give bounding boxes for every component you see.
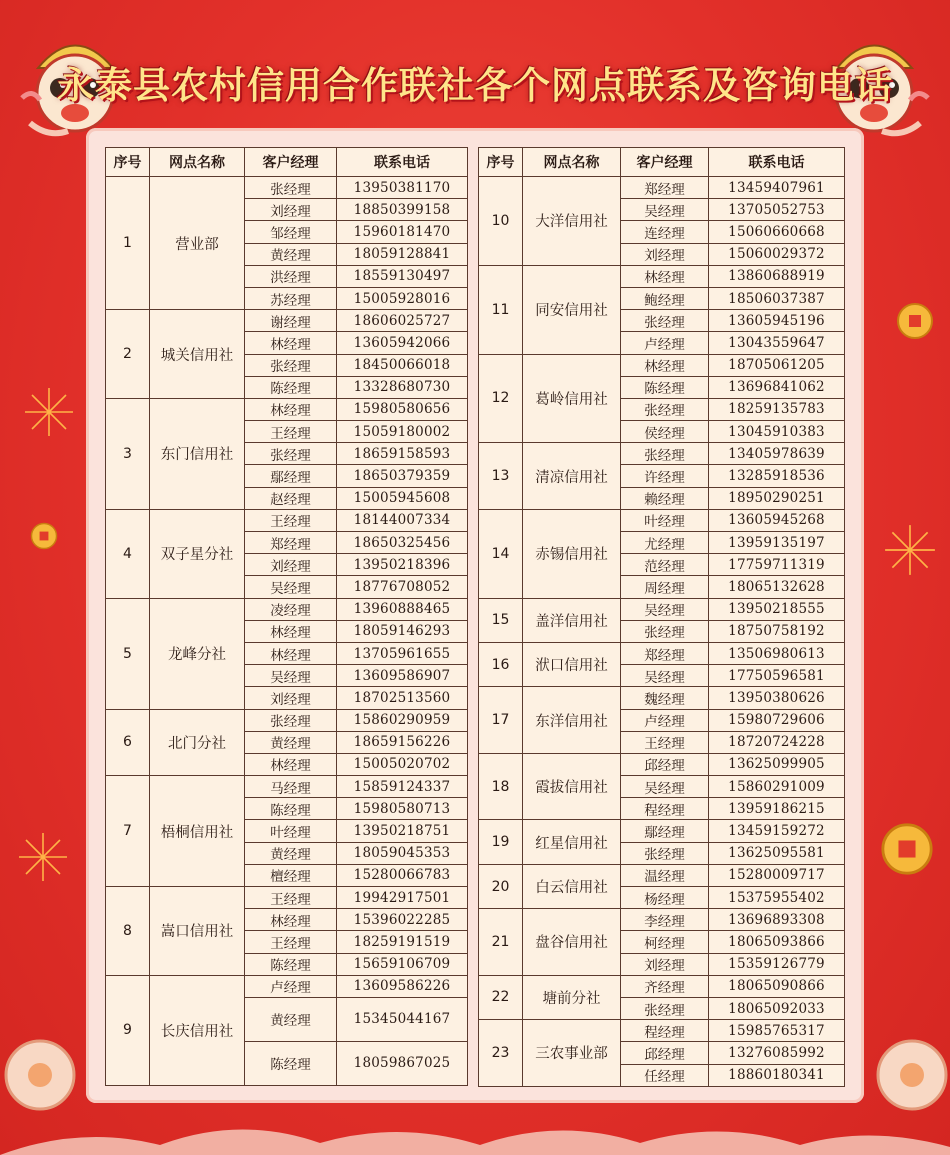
phone-number: 13959135197	[709, 532, 845, 554]
table-row	[106, 509, 468, 531]
manager-name: 刘经理	[621, 953, 709, 975]
phone-number: 15960181470	[337, 221, 468, 243]
manager-name: 周经理	[621, 576, 709, 598]
phone-number: 18065090866	[709, 975, 845, 997]
manager-name: 林经理	[245, 753, 337, 775]
phone-number: 13950380626	[709, 687, 845, 709]
manager-name: 程经理	[621, 798, 709, 820]
page-title: 永泰县农村信用合作联社各个网点联系及咨询电话	[57, 64, 893, 107]
phone-number: 15345044167	[337, 997, 468, 1041]
manager-name: 张经理	[245, 177, 337, 199]
manager-name: 陈经理	[245, 376, 337, 398]
manager-name: 张经理	[621, 310, 709, 332]
manager-name: 黄经理	[245, 731, 337, 753]
phone-number: 13276085992	[709, 1042, 845, 1064]
manager-name: 檀经理	[245, 864, 337, 886]
manager-name: 刘经理	[245, 554, 337, 576]
phone-number: 15980580656	[337, 398, 468, 420]
manager-name: 范经理	[621, 554, 709, 576]
manager-name: 林经理	[245, 398, 337, 420]
manager-name: 刘经理	[245, 199, 337, 221]
manager-name: 王经理	[245, 421, 337, 443]
phone-number: 13625099905	[709, 753, 845, 775]
manager-name: 赖经理	[621, 487, 709, 509]
manager-name: 程经理	[621, 1020, 709, 1042]
branch-name: 三农事业部	[523, 1020, 621, 1087]
manager-name: 齐经理	[621, 975, 709, 997]
firework-icon	[16, 830, 70, 884]
manager-name: 柯经理	[621, 931, 709, 953]
manager-name: 侯经理	[621, 421, 709, 443]
manager-name: 张经理	[245, 354, 337, 376]
phone-number: 13705961655	[337, 642, 468, 664]
coin-icon	[880, 822, 934, 876]
phone-number: 18860180341	[709, 1064, 845, 1086]
phone-number: 18776708052	[337, 576, 468, 598]
row-number: 21	[479, 909, 523, 976]
header-phone: 联系电话	[709, 148, 845, 177]
manager-name: 刘经理	[245, 687, 337, 709]
phone-number: 13696841062	[709, 376, 845, 398]
branch-name: 葛岭信用社	[523, 354, 621, 443]
phone-number: 15375955402	[709, 887, 845, 909]
phone-number: 13506980613	[709, 642, 845, 664]
row-number: 23	[479, 1020, 523, 1087]
phone-number: 15280066783	[337, 864, 468, 886]
phone-number: 15396022285	[337, 909, 468, 931]
contact-table-right	[478, 147, 845, 1087]
phone-number: 18059128841	[337, 243, 468, 265]
manager-name: 鄢经理	[621, 820, 709, 842]
row-number: 18	[479, 753, 523, 820]
manager-name: 郑经理	[621, 177, 709, 199]
table-row	[479, 177, 845, 199]
table-row	[106, 177, 468, 199]
branch-name: 霞拔信用社	[523, 753, 621, 820]
manager-name: 林经理	[621, 354, 709, 376]
phone-number: 13043559647	[709, 332, 845, 354]
manager-name: 尤经理	[621, 532, 709, 554]
phone-number: 13625095581	[709, 842, 845, 864]
manager-name: 黄经理	[245, 997, 337, 1041]
manager-name: 许经理	[621, 465, 709, 487]
manager-name: 叶经理	[245, 820, 337, 842]
table-row	[106, 310, 468, 332]
phone-number: 18065093866	[709, 931, 845, 953]
phone-number: 18650325456	[337, 532, 468, 554]
manager-name: 邱经理	[621, 1042, 709, 1064]
phone-number: 18059867025	[337, 1041, 468, 1085]
manager-name: 张经理	[245, 709, 337, 731]
phone-number: 18065092033	[709, 997, 845, 1019]
header-num: 序号	[479, 148, 523, 177]
manager-name: 林经理	[245, 909, 337, 931]
branch-name: 同安信用社	[523, 265, 621, 354]
phone-number: 13459159272	[709, 820, 845, 842]
phone-number: 13950381170	[337, 177, 468, 199]
phone-number: 19942917501	[337, 887, 468, 909]
phone-number: 13605945268	[709, 509, 845, 531]
manager-name: 苏经理	[245, 287, 337, 309]
manager-name: 郑经理	[621, 642, 709, 664]
row-number: 8	[106, 887, 150, 976]
phone-number: 13045910383	[709, 421, 845, 443]
row-number: 5	[106, 598, 150, 709]
row-number: 12	[479, 354, 523, 443]
manager-name: 吴经理	[621, 665, 709, 687]
phone-number: 15005020702	[337, 753, 468, 775]
manager-name: 林经理	[245, 620, 337, 642]
row-number: 15	[479, 598, 523, 642]
row-number: 7	[106, 776, 150, 887]
branch-name: 双子星分社	[150, 509, 245, 598]
table-row	[479, 354, 845, 376]
phone-number: 13459407961	[709, 177, 845, 199]
manager-name: 林经理	[245, 332, 337, 354]
cloud-pattern	[0, 1105, 950, 1155]
phone-number: 13609586226	[337, 975, 468, 997]
firework-icon	[882, 522, 938, 578]
branch-name: 东洋信用社	[523, 687, 621, 754]
table-row	[106, 776, 468, 798]
manager-name: 魏经理	[621, 687, 709, 709]
branch-name: 龙峰分社	[150, 598, 245, 709]
phone-number: 15059180002	[337, 421, 468, 443]
manager-name: 刘经理	[621, 243, 709, 265]
table-row	[479, 1020, 845, 1042]
phone-number: 17750596581	[709, 665, 845, 687]
manager-name: 吴经理	[245, 576, 337, 598]
table-header-row	[479, 148, 845, 177]
phone-number: 18650379359	[337, 465, 468, 487]
header-branch: 网点名称	[150, 148, 245, 177]
row-number: 1	[106, 177, 150, 310]
branch-name: 红星信用社	[523, 820, 621, 864]
table-row	[479, 443, 845, 465]
row-number: 6	[106, 709, 150, 776]
manager-name: 王经理	[245, 887, 337, 909]
phone-number: 18720724228	[709, 731, 845, 753]
branch-name: 清凉信用社	[523, 443, 621, 510]
phone-number: 13405978639	[709, 443, 845, 465]
manager-name: 张经理	[621, 443, 709, 465]
row-number: 17	[479, 687, 523, 754]
branch-name: 长庆信用社	[150, 975, 245, 1085]
manager-name: 卢经理	[245, 975, 337, 997]
phone-number: 15860290959	[337, 709, 468, 731]
phone-number: 18559130497	[337, 265, 468, 287]
phone-number: 13705052753	[709, 199, 845, 221]
phone-number: 13950218751	[337, 820, 468, 842]
manager-name: 林经理	[245, 642, 337, 664]
phone-number: 18750758192	[709, 620, 845, 642]
manager-name: 鄢经理	[245, 465, 337, 487]
coin-icon	[896, 302, 934, 340]
phone-number: 15280009717	[709, 864, 845, 886]
branch-name: 盘谷信用社	[523, 909, 621, 976]
header-num: 序号	[106, 148, 150, 177]
phone-number: 13696893308	[709, 909, 845, 931]
header-manager: 客户经理	[621, 148, 709, 177]
phone-number: 15980729606	[709, 709, 845, 731]
manager-name: 黄经理	[245, 842, 337, 864]
manager-name: 洪经理	[245, 265, 337, 287]
manager-name: 凌经理	[245, 598, 337, 620]
branch-name: 城关信用社	[150, 310, 245, 399]
manager-name: 卢经理	[621, 709, 709, 731]
table-header-row	[106, 148, 468, 177]
row-number: 11	[479, 265, 523, 354]
manager-name: 吴经理	[621, 776, 709, 798]
table-row	[479, 753, 845, 775]
table-row	[479, 265, 845, 287]
phone-number: 18850399158	[337, 199, 468, 221]
phone-number: 18450066018	[337, 354, 468, 376]
row-number: 4	[106, 509, 150, 598]
phone-number: 18259135783	[709, 398, 845, 420]
row-number: 10	[479, 177, 523, 266]
table-row	[106, 598, 468, 620]
manager-name: 李经理	[621, 909, 709, 931]
manager-name: 吴经理	[621, 598, 709, 620]
coin-icon	[30, 522, 58, 550]
manager-name: 陈经理	[621, 376, 709, 398]
table-row	[479, 687, 845, 709]
manager-name: 连经理	[621, 221, 709, 243]
phone-number: 18259191519	[337, 931, 468, 953]
phone-number: 15359126779	[709, 953, 845, 975]
manager-name: 杨经理	[621, 887, 709, 909]
phone-number: 15659106709	[337, 953, 468, 975]
phone-number: 13950218396	[337, 554, 468, 576]
table-row	[106, 398, 468, 420]
manager-name: 陈经理	[245, 798, 337, 820]
phone-number: 18705061205	[709, 354, 845, 376]
row-number: 14	[479, 509, 523, 598]
phone-number: 13605942066	[337, 332, 468, 354]
phone-number: 15005945608	[337, 487, 468, 509]
table-row	[479, 642, 845, 664]
contact-table-left	[105, 147, 468, 1086]
row-number: 2	[106, 310, 150, 399]
branch-name: 白云信用社	[523, 864, 621, 908]
manager-name: 王经理	[621, 731, 709, 753]
manager-name: 卢经理	[621, 332, 709, 354]
manager-name: 吴经理	[245, 665, 337, 687]
phone-number: 18950290251	[709, 487, 845, 509]
phone-number: 15060029372	[709, 243, 845, 265]
phone-number: 17759711319	[709, 554, 845, 576]
phone-number: 15859124337	[337, 776, 468, 798]
phone-number: 15060660668	[709, 221, 845, 243]
manager-name: 叶经理	[621, 509, 709, 531]
branch-name: 东门信用社	[150, 398, 245, 509]
row-number: 13	[479, 443, 523, 510]
branch-name: 塘前分社	[523, 975, 621, 1019]
branch-name: 梧桐信用社	[150, 776, 245, 887]
branch-name: 盖洋信用社	[523, 598, 621, 642]
phone-number: 15860291009	[709, 776, 845, 798]
manager-name: 吴经理	[621, 199, 709, 221]
phone-number: 15980580713	[337, 798, 468, 820]
branch-name: 北门分社	[150, 709, 245, 776]
phone-number: 18059045353	[337, 842, 468, 864]
header-branch: 网点名称	[523, 148, 621, 177]
phone-number: 18659156226	[337, 731, 468, 753]
manager-name: 张经理	[621, 398, 709, 420]
title-bar	[57, 56, 893, 108]
row-number: 16	[479, 642, 523, 686]
phone-number: 13285918536	[709, 465, 845, 487]
branch-name: 嵩口信用社	[150, 887, 245, 976]
table-row	[479, 864, 845, 886]
table-row	[479, 909, 845, 931]
manager-name: 林经理	[621, 265, 709, 287]
manager-name: 黄经理	[245, 243, 337, 265]
row-number: 9	[106, 975, 150, 1085]
manager-name: 邹经理	[245, 221, 337, 243]
phone-number: 18059146293	[337, 620, 468, 642]
manager-name: 赵经理	[245, 487, 337, 509]
manager-name: 王经理	[245, 931, 337, 953]
phone-number: 18659158593	[337, 443, 468, 465]
phone-number: 18506037387	[709, 287, 845, 309]
phone-number: 15985765317	[709, 1020, 845, 1042]
manager-name: 张经理	[245, 443, 337, 465]
manager-name: 张经理	[621, 842, 709, 864]
manager-name: 陈经理	[245, 953, 337, 975]
branch-name: 营业部	[150, 177, 245, 310]
phone-number: 13328680730	[337, 376, 468, 398]
phone-number: 13960888465	[337, 598, 468, 620]
row-number: 22	[479, 975, 523, 1019]
branch-name: 大洋信用社	[523, 177, 621, 266]
manager-name: 郑经理	[245, 532, 337, 554]
header-phone: 联系电话	[337, 148, 468, 177]
manager-name: 温经理	[621, 864, 709, 886]
row-number: 3	[106, 398, 150, 509]
table-row	[106, 887, 468, 909]
manager-name: 陈经理	[245, 1041, 337, 1085]
branch-name: 赤锡信用社	[523, 509, 621, 598]
manager-name: 任经理	[621, 1064, 709, 1086]
phone-number: 18065132628	[709, 576, 845, 598]
row-number: 19	[479, 820, 523, 864]
table-row	[479, 820, 845, 842]
phone-number: 15005928016	[337, 287, 468, 309]
phone-number: 13609586907	[337, 665, 468, 687]
branch-name: 洑口信用社	[523, 642, 621, 686]
manager-name: 谢经理	[245, 310, 337, 332]
manager-name: 邱经理	[621, 753, 709, 775]
phone-number: 13860688919	[709, 265, 845, 287]
table-row	[106, 709, 468, 731]
phone-number: 13950218555	[709, 598, 845, 620]
manager-name: 马经理	[245, 776, 337, 798]
header-manager: 客户经理	[245, 148, 337, 177]
manager-name: 王经理	[245, 509, 337, 531]
phone-number: 13959186215	[709, 798, 845, 820]
table-row	[479, 509, 845, 531]
table-row	[479, 975, 845, 997]
table-row	[106, 975, 468, 997]
phone-number: 18606025727	[337, 310, 468, 332]
row-number: 20	[479, 864, 523, 908]
phone-number: 18702513560	[337, 687, 468, 709]
table-row	[479, 598, 845, 620]
phone-number: 13605945196	[709, 310, 845, 332]
firework-icon	[22, 385, 76, 439]
manager-name: 张经理	[621, 620, 709, 642]
manager-name: 鲍经理	[621, 287, 709, 309]
phone-number: 18144007334	[337, 509, 468, 531]
manager-name: 张经理	[621, 997, 709, 1019]
